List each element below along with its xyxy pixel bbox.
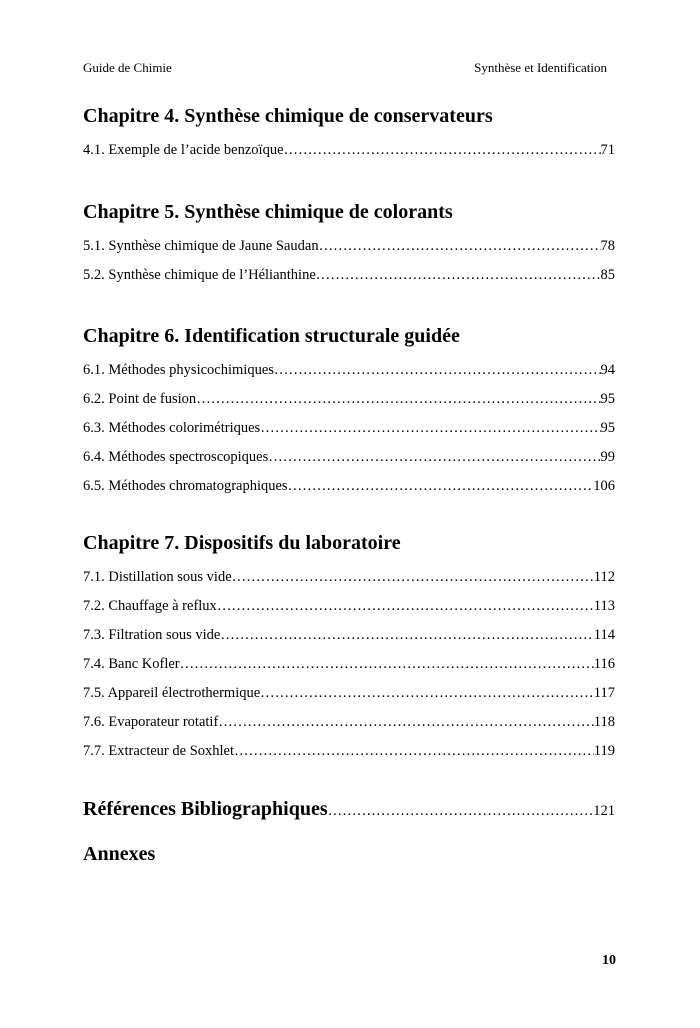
toc-entry[interactable] xyxy=(83,708,615,737)
toc-entry-label: 6.2. Point de fusion xyxy=(83,391,197,407)
leader-dots xyxy=(196,385,600,414)
toc-entry[interactable] xyxy=(83,650,615,679)
leader-dots xyxy=(328,803,594,820)
toc-entry-label: 7.5. Appareil électrothermique xyxy=(83,685,261,701)
toc-entry-label: 7.1. Distillation sous vide xyxy=(83,569,232,585)
toc-entry-label: 7.4. Banc Kofler xyxy=(83,656,180,672)
leader-dots xyxy=(217,592,594,621)
annexes-section xyxy=(83,840,155,868)
toc-entry[interactable] xyxy=(83,621,615,650)
header-right: Synthèse et Identification xyxy=(474,60,607,75)
references-page: 121 xyxy=(593,803,615,819)
toc-entry-page: 117 xyxy=(593,685,615,701)
leader-dots xyxy=(260,414,600,443)
toc-entry[interactable] xyxy=(83,472,615,501)
references-section xyxy=(83,798,615,821)
toc-entry-page: 95 xyxy=(600,420,615,436)
toc-entry-label: 7.3. Filtration sous vide xyxy=(83,627,221,643)
leader-dots xyxy=(274,356,601,385)
toc-entry-label: 6.5. Méthodes chromatographiques xyxy=(83,478,288,494)
references-entry[interactable] xyxy=(83,798,615,821)
toc-entry-page: 99 xyxy=(600,449,615,465)
leader-dots xyxy=(180,650,594,679)
toc-entry-page: 114 xyxy=(593,627,615,643)
toc-entry-page: 119 xyxy=(593,743,615,759)
leader-dots xyxy=(316,261,601,290)
leader-dots xyxy=(220,621,593,650)
chapter-7-title: Chapitre 7. Dispositifs du laboratoire xyxy=(83,532,401,554)
chapter-6-section xyxy=(83,322,615,501)
leader-dots xyxy=(288,472,594,501)
toc-entry-label: 5.1. Synthèse chimique de Jaune Saudan xyxy=(83,238,319,254)
leader-dots xyxy=(234,737,594,766)
toc-entry-page: 113 xyxy=(593,598,615,614)
toc-entry[interactable] xyxy=(83,261,615,290)
chapter-5-title: Chapitre 5. Synthèse chimique de colorants xyxy=(83,201,453,223)
toc-entry-label: 4.1. Exemple de l’acide benzoïque xyxy=(83,142,284,158)
chapter-7-section xyxy=(83,529,615,766)
toc-entry-label: 6.3. Méthodes colorimétriques xyxy=(83,420,261,436)
toc-entry-page: 71 xyxy=(600,142,615,158)
leader-dots xyxy=(319,232,601,261)
toc-entry-label: 6.1. Méthodes physicochimiques xyxy=(83,362,274,378)
toc-entry[interactable] xyxy=(83,737,615,766)
leader-dots xyxy=(284,136,601,165)
toc-entry-page: 106 xyxy=(593,478,615,494)
toc-entry[interactable] xyxy=(83,679,615,708)
leader-dots xyxy=(218,708,594,737)
chapter-5-section xyxy=(83,198,615,290)
toc-entry[interactable] xyxy=(83,592,615,621)
toc-entry-page: 112 xyxy=(593,569,615,585)
toc-entry-page: 118 xyxy=(593,714,615,730)
leader-dots xyxy=(260,679,594,708)
toc-entry[interactable] xyxy=(83,136,615,165)
chapter-4-title: Chapitre 4. Synthèse chimique de conservateurs xyxy=(83,105,493,127)
toc-entry-label: 6.4. Méthodes spectroscopiques xyxy=(83,449,269,465)
leader-dots xyxy=(268,443,600,472)
toc-entry-page: 95 xyxy=(600,391,615,407)
toc-entry-label: 7.6. Evaporateur rotatif xyxy=(83,714,219,730)
leader-dots xyxy=(232,563,594,592)
toc-entry[interactable] xyxy=(83,443,615,472)
toc-entry-label: 7.7. Extracteur de Soxhlet xyxy=(83,743,234,759)
annexes-title[interactable]: Annexes xyxy=(83,843,156,865)
toc-entry[interactable] xyxy=(83,385,615,414)
page-number: 10 xyxy=(602,953,616,968)
toc-entry[interactable] xyxy=(83,232,615,261)
toc-entry-label: 7.2. Chauffage à reflux xyxy=(83,598,217,614)
toc-entry[interactable] xyxy=(83,356,615,385)
header-left: Guide de Chimie xyxy=(83,60,172,75)
references-title: Références Bibliographiques xyxy=(83,798,328,820)
toc-entry-page: 78 xyxy=(600,238,615,254)
toc-entry[interactable] xyxy=(83,414,615,443)
toc-entry-page: 116 xyxy=(593,656,615,672)
toc-entry-label: 5.2. Synthèse chimique de l’Hélianthine xyxy=(83,267,316,283)
chapter-6-title: Chapitre 6. Identification structurale guidée xyxy=(83,325,460,347)
toc-entry-page: 85 xyxy=(600,267,615,283)
toc-entry[interactable] xyxy=(83,563,615,592)
toc-entry-page: 94 xyxy=(600,362,615,378)
chapter-4-section xyxy=(83,102,615,165)
